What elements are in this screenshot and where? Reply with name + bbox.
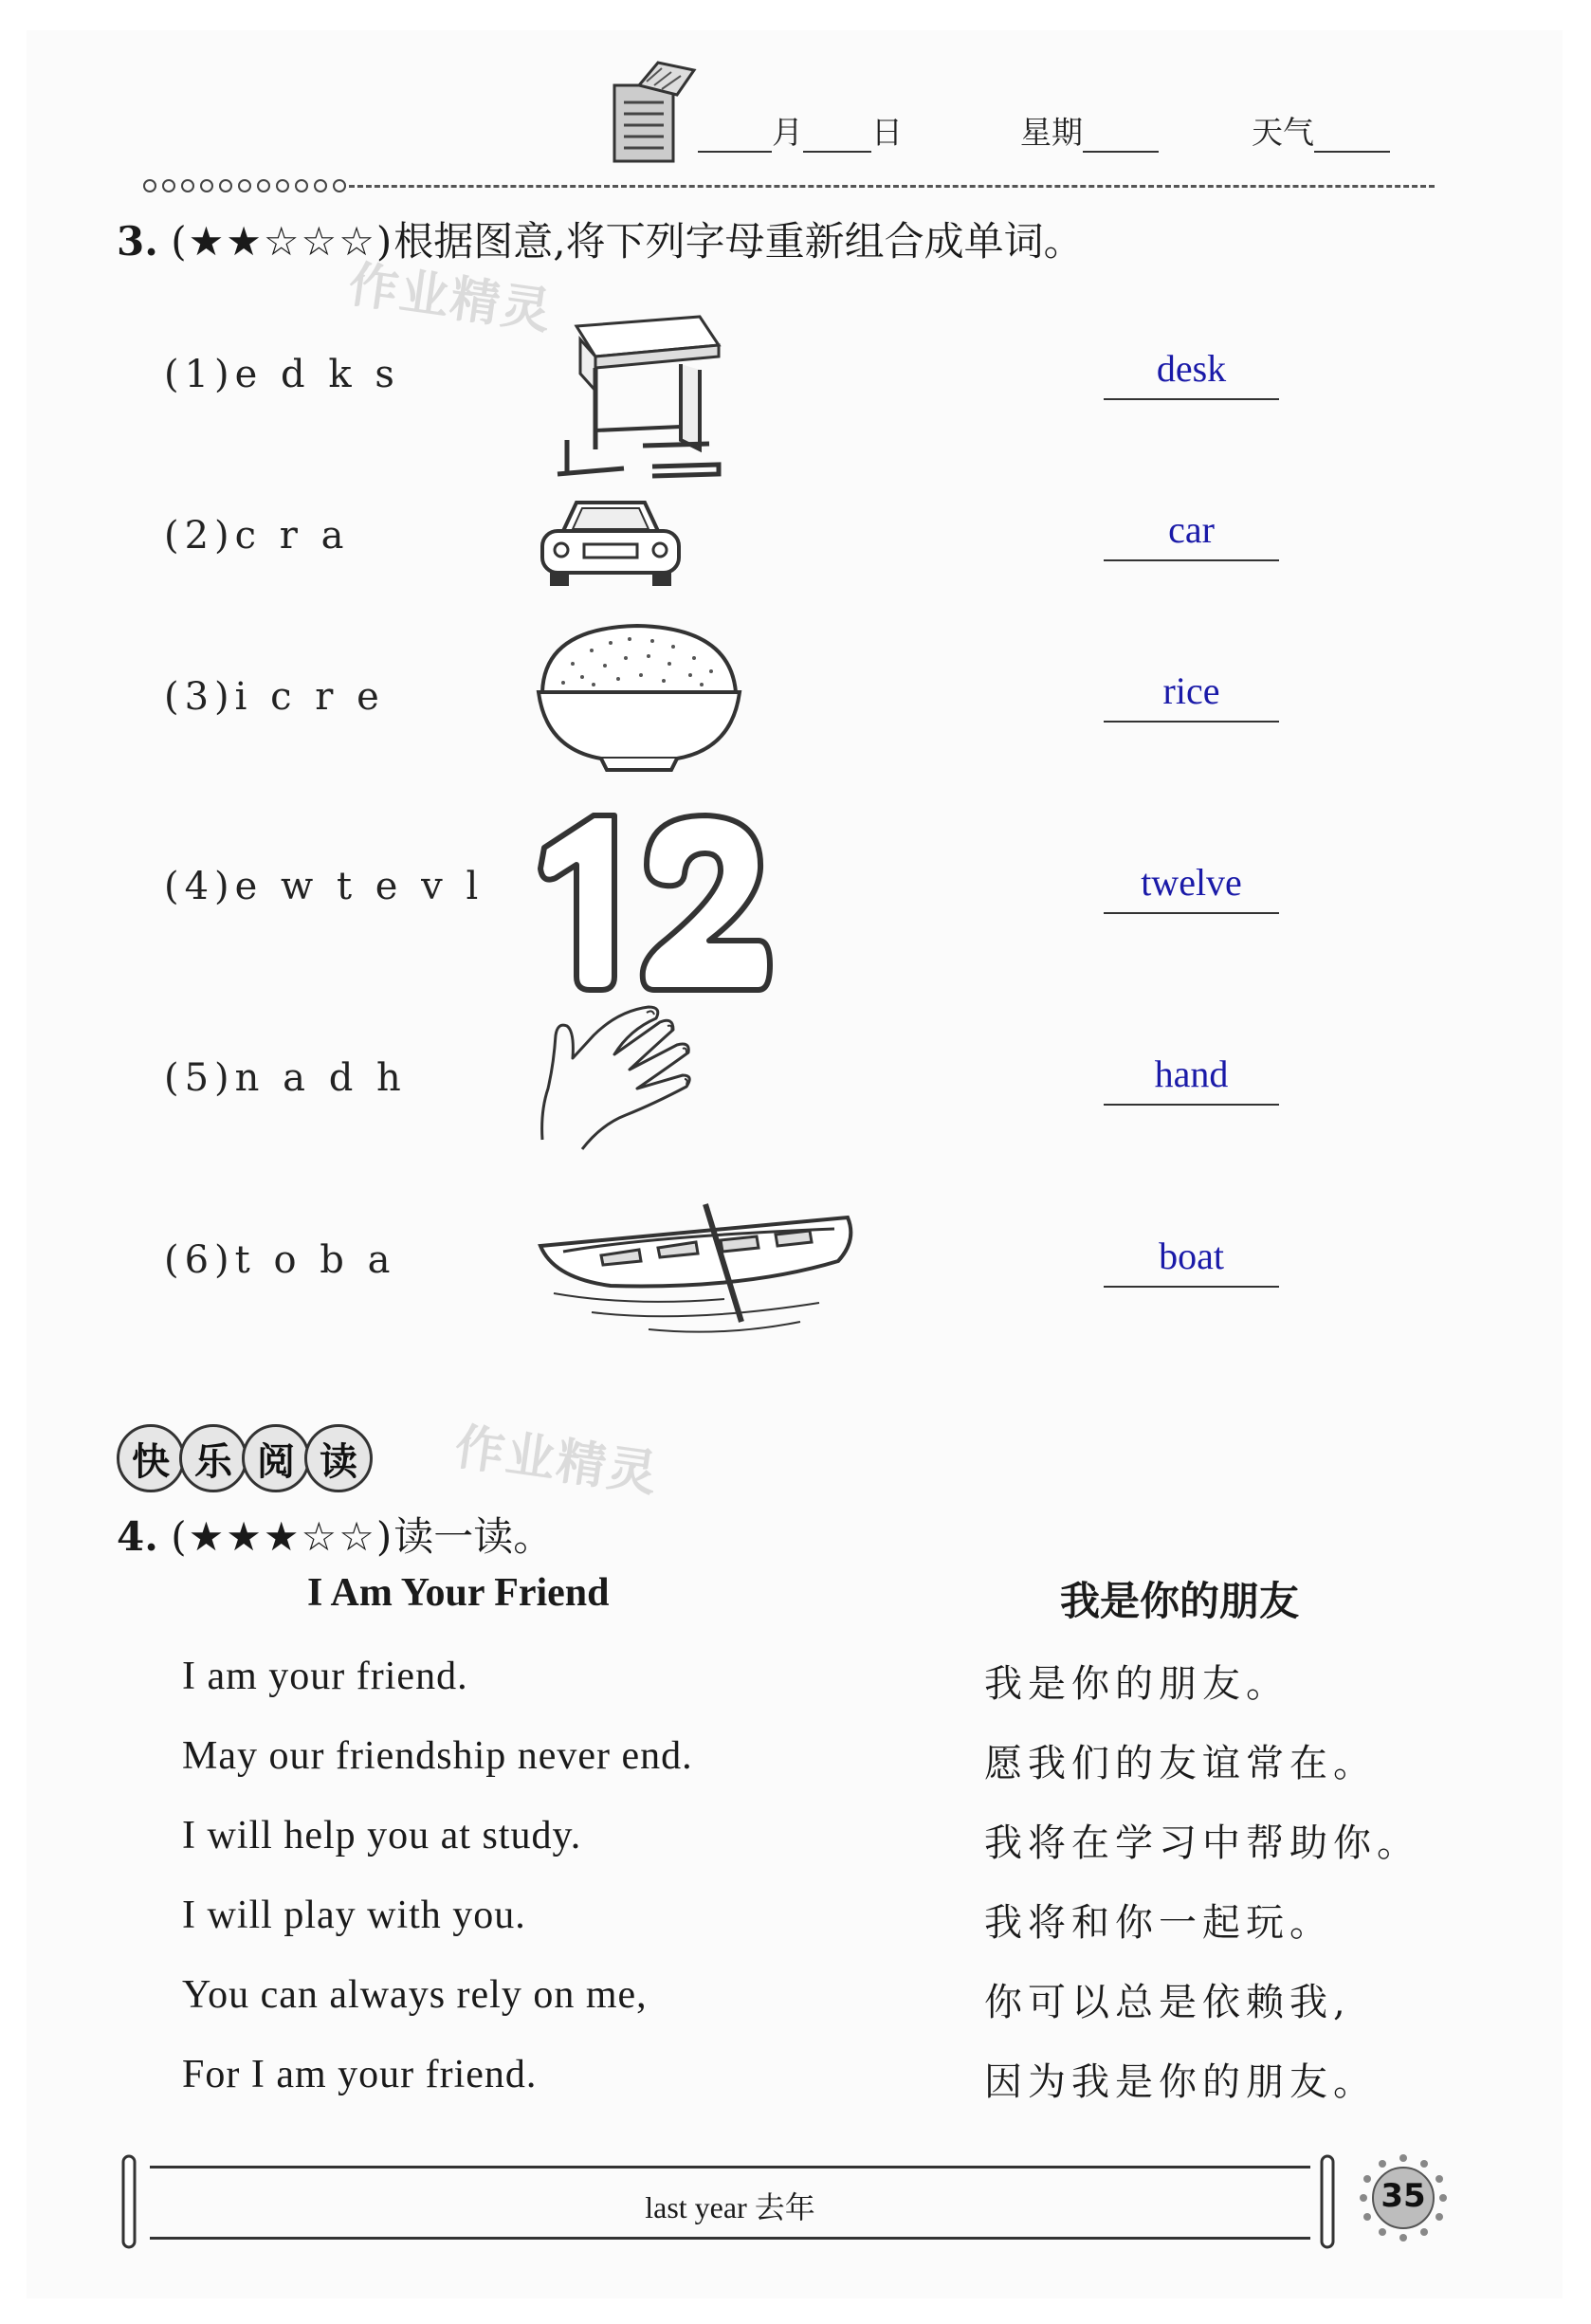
- weather-label: 天气: [1252, 114, 1314, 151]
- poem-line-en-2: May our friendship never end.: [182, 1734, 693, 1778]
- item-6-answer-line[interactable]: [1104, 1286, 1279, 1288]
- poem-line-en-4: I will play with you.: [182, 1894, 526, 1937]
- item-4-letters: (4)e w t e v l: [164, 865, 485, 908]
- scroll-left-end: [119, 2154, 138, 2249]
- day-label: 日: [871, 114, 903, 151]
- section-char-4: 读: [304, 1424, 373, 1492]
- poem-line-en-6: For I am your friend.: [182, 2053, 538, 2096]
- item-5-letters: (5)n a d h: [164, 1056, 407, 1100]
- boat-icon: [535, 1199, 867, 1341]
- weather-field: [1252, 108, 1390, 153]
- poem-line-zh-3: 我将在学习中帮助你。: [984, 1821, 1420, 1865]
- day-blank[interactable]: [803, 124, 871, 153]
- scroll-right-end: [1318, 2154, 1337, 2249]
- question-3-instruction: 根据图意,将下列字母重新组合成单词。: [393, 218, 1084, 265]
- question-3-stars: (★★☆☆☆): [171, 218, 394, 265]
- rice-bowl-icon: [535, 616, 743, 778]
- header-dots: [143, 179, 346, 192]
- calendar-icon: [601, 57, 705, 171]
- question-4-number: 4.: [117, 1513, 158, 1560]
- section-char-1: 快: [117, 1424, 185, 1492]
- item-3-answer: rice: [1162, 669, 1220, 712]
- weekday-field: [1020, 108, 1159, 153]
- item-2-letters: (2)c r a: [164, 514, 350, 558]
- poem-line-en-1: I am your friend.: [182, 1655, 468, 1698]
- question-4-title: [117, 1506, 553, 1563]
- item-1-answer: desk: [1156, 347, 1227, 390]
- poem-line-zh-4: 我将和你一起玩。: [984, 1901, 1333, 1945]
- date-fields: [698, 108, 903, 153]
- question-3-number: 3.: [117, 218, 158, 265]
- weather-blank[interactable]: [1314, 124, 1390, 153]
- weekday-label: 星期: [1020, 114, 1083, 151]
- poem-line-zh-6: 因为我是你的朋友。: [984, 2060, 1377, 2104]
- item-1-letters: (1)e d k s: [164, 353, 400, 396]
- watermark: 作业精灵: [451, 1418, 663, 1504]
- page-number: 35: [1381, 2177, 1426, 2215]
- number-twelve-icon: [535, 808, 781, 997]
- item-6-letters: (6)t o b a: [164, 1238, 396, 1282]
- item-6-answer: boat: [1159, 1235, 1224, 1277]
- worksheet-page: [27, 30, 1563, 2298]
- poem-title-english: I Am Your Friend: [307, 1571, 610, 1615]
- section-char-3: 阅: [242, 1424, 310, 1492]
- item-5-answer-line[interactable]: [1104, 1104, 1279, 1106]
- section-char-2: 乐: [179, 1424, 247, 1492]
- item-4-answer-line[interactable]: [1104, 912, 1279, 914]
- hand-icon: [535, 997, 715, 1159]
- question-4-instruction: 读一读。: [393, 1513, 554, 1560]
- weekday-blank[interactable]: [1083, 124, 1159, 153]
- header-divider: [349, 185, 1435, 188]
- item-3-letters: (3)i c r e: [164, 675, 385, 719]
- watermark: 作业精灵: [345, 256, 557, 341]
- poem-line-en-5: You can always rely on me,: [182, 1973, 648, 2017]
- item-1-answer-line[interactable]: [1104, 398, 1279, 400]
- desk-icon: [539, 307, 738, 487]
- item-5-answer: hand: [1154, 1052, 1229, 1095]
- item-2-answer-line[interactable]: [1104, 559, 1279, 561]
- footer-banner: [150, 2166, 1310, 2240]
- footer-vocabulary: last year 去年: [645, 2190, 815, 2224]
- poem-line-zh-5: 你可以总是依赖我,: [984, 1981, 1351, 2024]
- item-2-answer: car: [1168, 508, 1215, 551]
- poem-line-en-3: I will help you at study.: [182, 1814, 582, 1857]
- poem-line-zh-1: 我是你的朋友。: [984, 1662, 1289, 1706]
- month-label: 月: [772, 114, 803, 151]
- question-3-title: [117, 210, 1084, 267]
- question-4-stars: (★★★☆☆): [171, 1513, 394, 1560]
- item-3-answer-line[interactable]: [1104, 721, 1279, 723]
- month-blank[interactable]: [698, 124, 772, 153]
- poem-line-zh-2: 愿我们的友谊常在。: [984, 1742, 1377, 1785]
- poem-title-chinese: 我是你的朋友: [1060, 1578, 1300, 1624]
- car-icon: [535, 493, 686, 597]
- item-4-answer: twelve: [1141, 861, 1242, 904]
